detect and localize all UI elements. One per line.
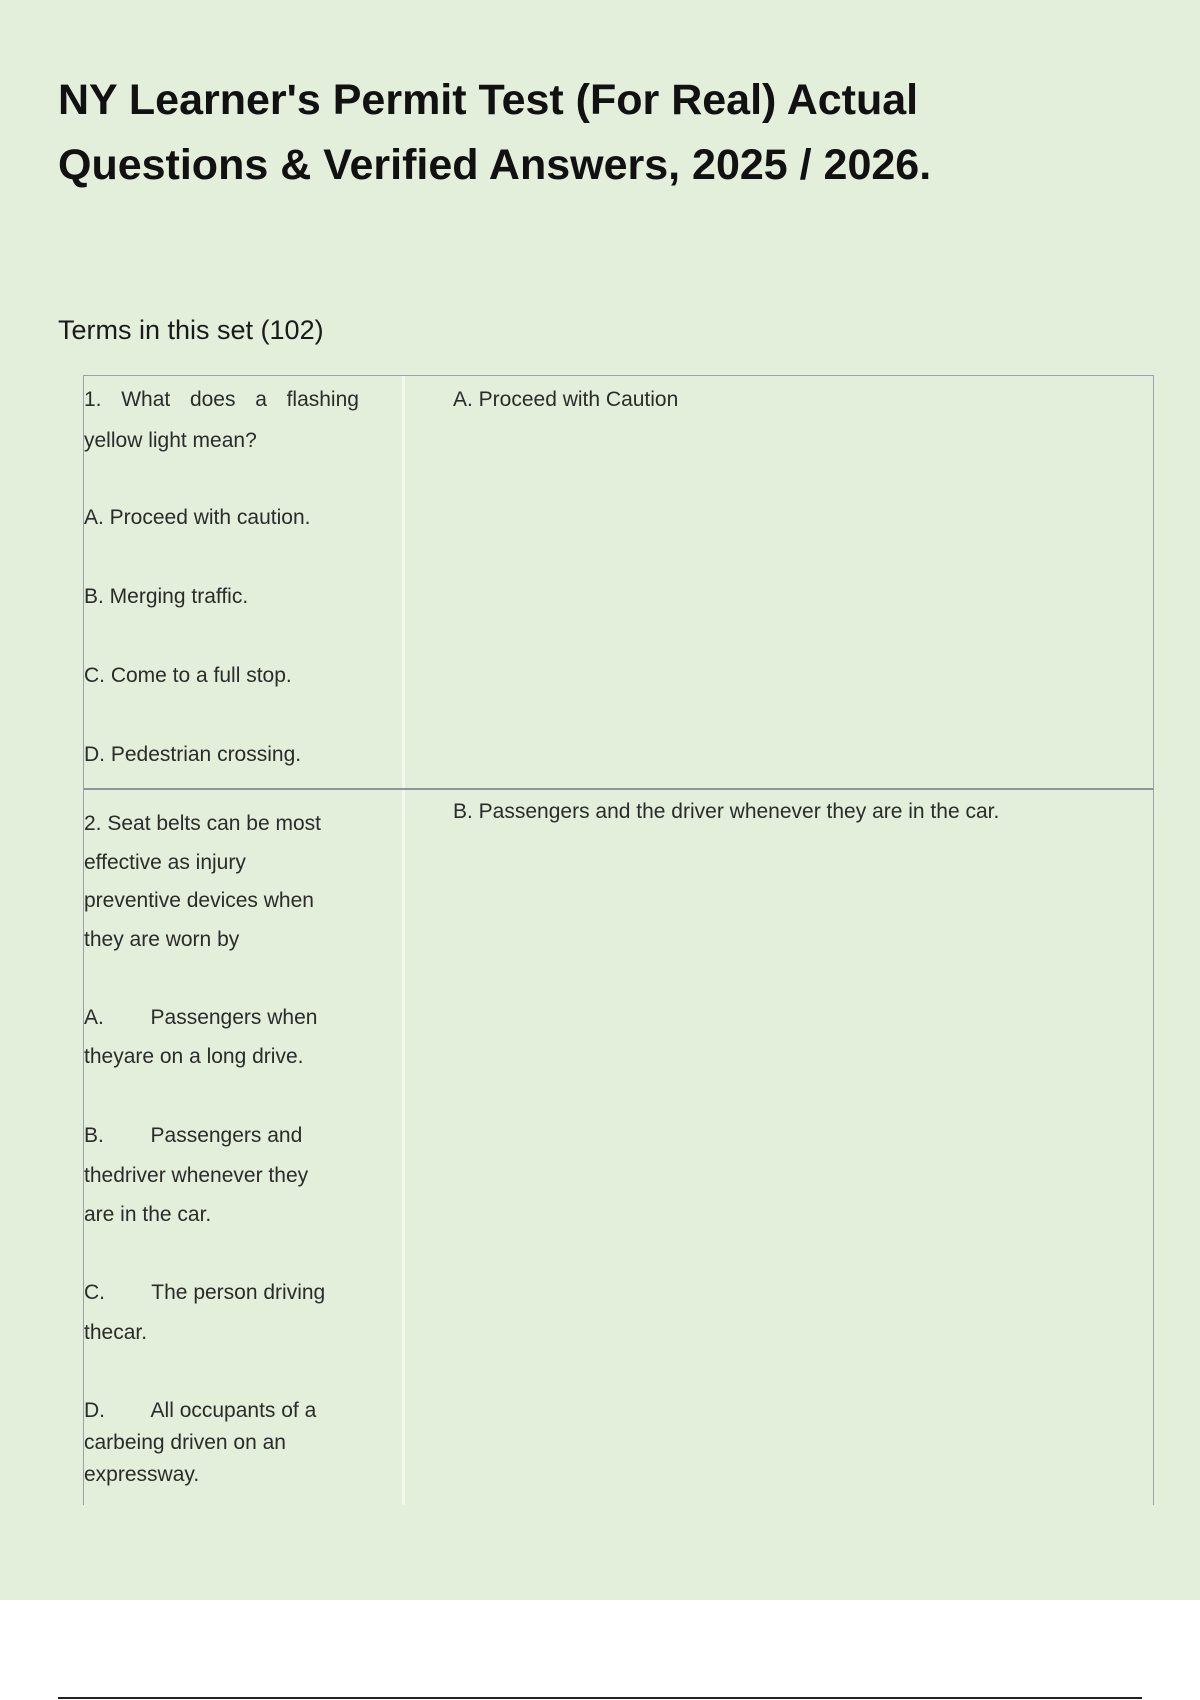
title-line-2: Questions & Verified Answers, 2025 / 2026.: [58, 141, 932, 189]
answer-option-b: B. Merging traffic.: [84, 585, 249, 608]
answer-option-b-cont: thedriver whenever they: [84, 1164, 309, 1187]
answer-option-d-cont: expressway.: [84, 1463, 200, 1486]
answer-cell: A. Proceed with Caution: [453, 388, 679, 411]
answer-option-a: A. Proceed with caution.: [84, 506, 311, 529]
question-line: they are worn by: [84, 928, 240, 951]
column-divider: [402, 376, 405, 788]
terms-count-label: Terms in this set (102): [58, 315, 324, 345]
answer-option-b: B. Passengers and: [84, 1124, 303, 1147]
answer-option-a-cont: theyare on a long drive.: [84, 1045, 304, 1068]
title-line-1: NY Learner's Permit Test (For Real) Actual: [58, 76, 919, 124]
footer-divider: [58, 1697, 1142, 1699]
document-title: [58, 68, 1058, 198]
answer-option-d: D. Pedestrian crossing.: [84, 743, 302, 766]
answer-option-c: C. Come to a full stop.: [84, 664, 292, 687]
answer-option-d-cont: carbeing driven on an: [84, 1431, 286, 1454]
answer-option-b-cont: are in the car.: [84, 1203, 212, 1226]
question-line: effective as injury: [84, 851, 246, 874]
answer-option-c-cont: thecar.: [84, 1321, 148, 1344]
answer-option-a: A. Passengers when: [84, 1006, 318, 1029]
answer-option-d: D. All occupants of a: [84, 1399, 317, 1422]
question-line: 2. Seat belts can be most: [84, 812, 321, 835]
question-line: 1. What does a flashing: [84, 388, 359, 411]
question-line: preventive devices when: [84, 889, 314, 912]
answer-option-c: C. The person driving: [84, 1281, 326, 1304]
question-line: yellow light mean?: [84, 429, 257, 452]
answer-cell: B. Passengers and the driver whenever they are in the car.: [453, 800, 1000, 823]
terms-table: [83, 375, 1154, 1505]
term-row-1: [83, 375, 1154, 790]
column-divider: [402, 790, 405, 1505]
term-row-2: [83, 790, 1154, 1505]
